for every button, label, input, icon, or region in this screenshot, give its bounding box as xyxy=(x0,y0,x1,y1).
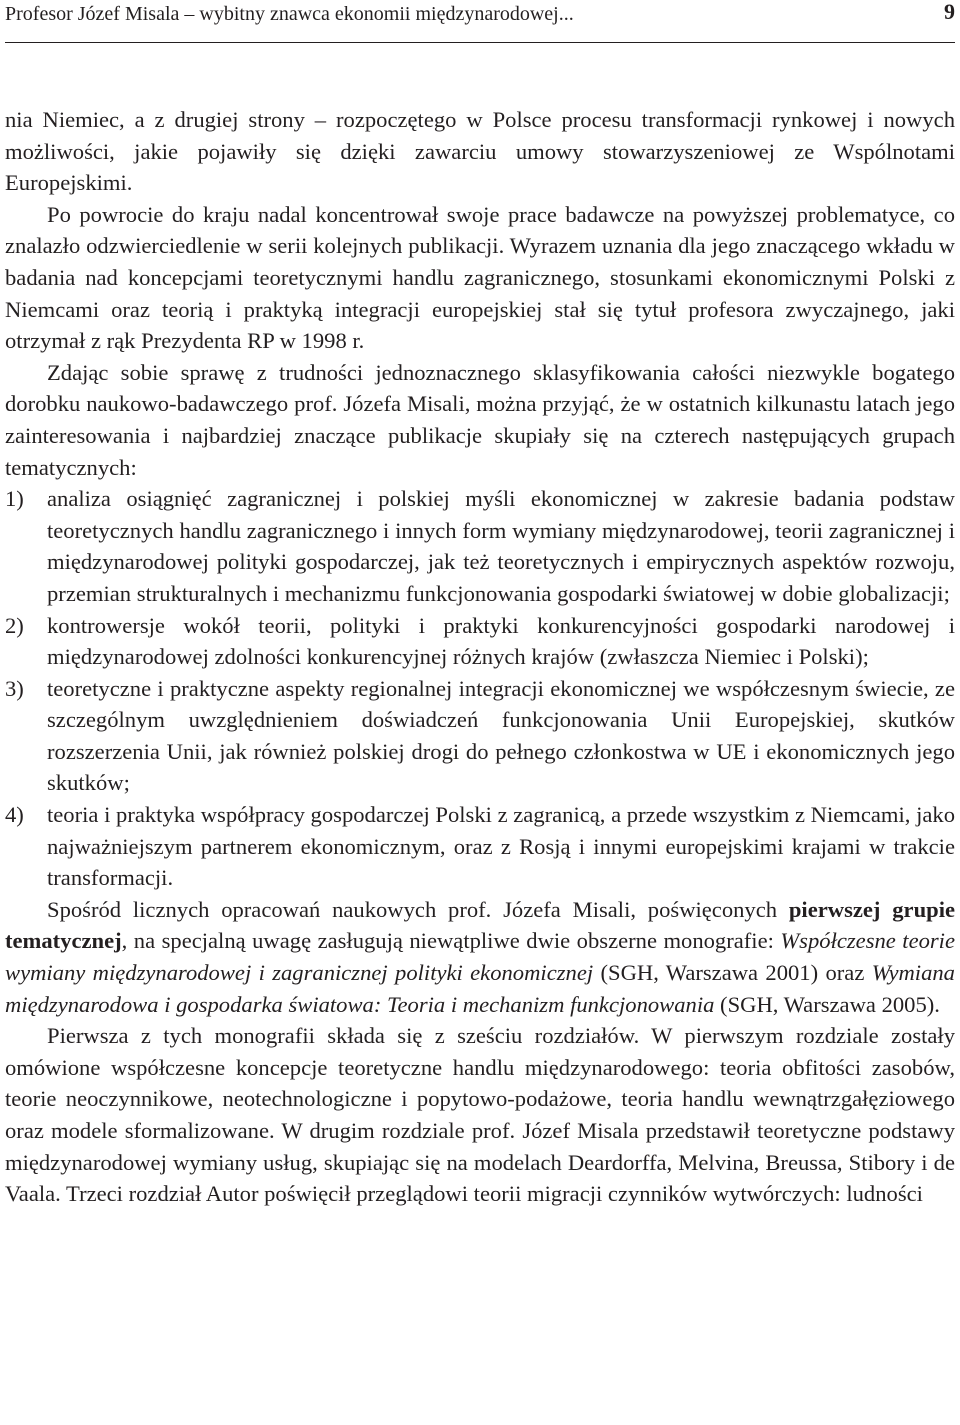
paragraph-thematic-groups: Zdając sobie sprawę z trudności jednoznacznego sklasyfikowania całości niezwykle bogatego dorobku naukowo-badawczego prof. Józefa Misali, można przyjąć, że w ostatnich kilkunastu latach jego zainteresowania i najbardziej znaczące publikacje skupiały się na czterech następujących grupach tematycznych: xyxy=(5,359,955,480)
bold-emphasis: pierwszej grupie tematycznej xyxy=(5,896,956,954)
paragraph-first-monograph: Pierwsza z tych monografii składa się z sześciu rozdziałów. W pierwszym rozdziale zostały omówione współczesne koncepcje teoretyczne handlu międzynarodowego: teoria obfitości zasobów, teorie neoczynnikowe, neotechnologiczne i popytowo-podażowe, teoria handlu wewnątrzgałęziowego oraz modele sformalizowane. W drugim rozdziale prof. Józef Misala przedstawił teoretyczne podstawy międzynarodowej wymiany usług, skupiając się na modelach Deardorffa, Melvina, Breussa, Stibory i de Vaala. Trzeci rozdział Autor poświęcił przeglądowi teorii migracji czynników wytwórczych: ludności xyxy=(5,1023,955,1207)
text-run: (SGH, Warszawa 2005). xyxy=(714,991,940,1017)
book-title-2: Wymiana międzynarodowa i gospodarka światowa: Teoria i mechanizm funkcjonowania xyxy=(5,960,955,1017)
list-item-text: analiza osiągnięć zagranicznej i polskiej myśli ekonomicznej w zakresie badania podstaw teoretycznych handlu zagranicznego i innych form wymiany międzynarodowej, teorii zagranicznej i międzynarodowej polityki gospodarczej, jak też teoretycznych i empirycznych aspektów rozwoju, przemian strukturalnych i mechanizmu funkcjonowania gospodarki światowej w dobie globalizacji; xyxy=(47,486,955,606)
running-title: Profesor Józef Misala – wybitny znawca ekonomii międzynarodowej... xyxy=(5,3,574,25)
running-header xyxy=(5,0,955,43)
book-title-1: Współczesne teorie wymiany międzynarodowej i zagranicznej polityki ekonomicznej xyxy=(5,928,955,986)
list-item xyxy=(5,483,955,609)
paragraph-continuation: nia Niemiec, a z drugiej strony – rozpoczętego w Polsce procesu transformacji rynkowej i nowych możliwości, jakie pojawiły się dzięki zawarciu umowy stowarzyszeniowej ze Wspólnotami Europejskimi. xyxy=(5,107,955,196)
list-item-text: teoretyczne i praktyczne aspekty regionalnej integracji ekonomicznej we współczesnym świecie, ze szczególnym uwzględnieniem doświadczeń funkcjonowania Unii Europejskiej, skutków rozszerzenia Unii, jak również polskiej drogi do pełnego członkostwa w UE i ekonomicznych jego skutków; xyxy=(47,675,955,796)
paragraph-monographs xyxy=(5,894,955,1020)
text-run: (SGH, Warszawa 2001) oraz xyxy=(593,960,872,986)
page-number: 9 xyxy=(944,0,955,24)
list-item xyxy=(5,673,955,799)
list-item-text: teoria i praktyka współpracy gospodarczej Polski z zagranicą, a przede wszystkim z Niemcami, jako najważniejszym partnerem ekonomicznym, oraz z Rosją i innymi europejskimi krajami w trakcie transformacji. xyxy=(47,802,955,891)
thematic-groups-list xyxy=(5,483,955,894)
list-item-number: 4) xyxy=(5,802,24,828)
body-text xyxy=(5,104,955,1210)
list-item xyxy=(5,610,955,673)
text-run: Spośród licznych opracowań naukowych prof. Józefa Misali, poświęconych xyxy=(47,896,789,922)
list-item-text: kontrowersje wokół teorii, polityki i praktyki konkurencyjności gospodarki narodowej i międzynarodowej zdolności konkurencyjnej różnych krajów (zwłaszcza Niemiec i Polski); xyxy=(47,612,955,670)
list-item-number: 3) xyxy=(5,675,24,701)
document-page xyxy=(5,0,955,1210)
list-item-number: 1) xyxy=(5,486,24,512)
list-item xyxy=(5,799,955,894)
list-item-number: 2) xyxy=(5,612,24,638)
text-run: , na specjalną uwagę zasługują niewątpliwe dwie obszerne monografie: xyxy=(121,928,781,954)
paragraph-return-to-country: Po powrocie do kraju nadal koncentrował swoje prace badawcze na powyższej problematyce, co znalazło odzwierciedlenie w serii kolejnych publikacji. Wyrazem uznania dla jego znaczącego wkładu w badania nad koncepcjami teoretycznymi handlu zagranicznego, stosunkami ekonomicznymi Polski z Niemcami oraz teorią i praktyką integracji europejskiej stał się tytuł profesora zwyczajnego, jaki otrzymał z rąk Prezydenta RP w 1998 r. xyxy=(5,201,955,354)
